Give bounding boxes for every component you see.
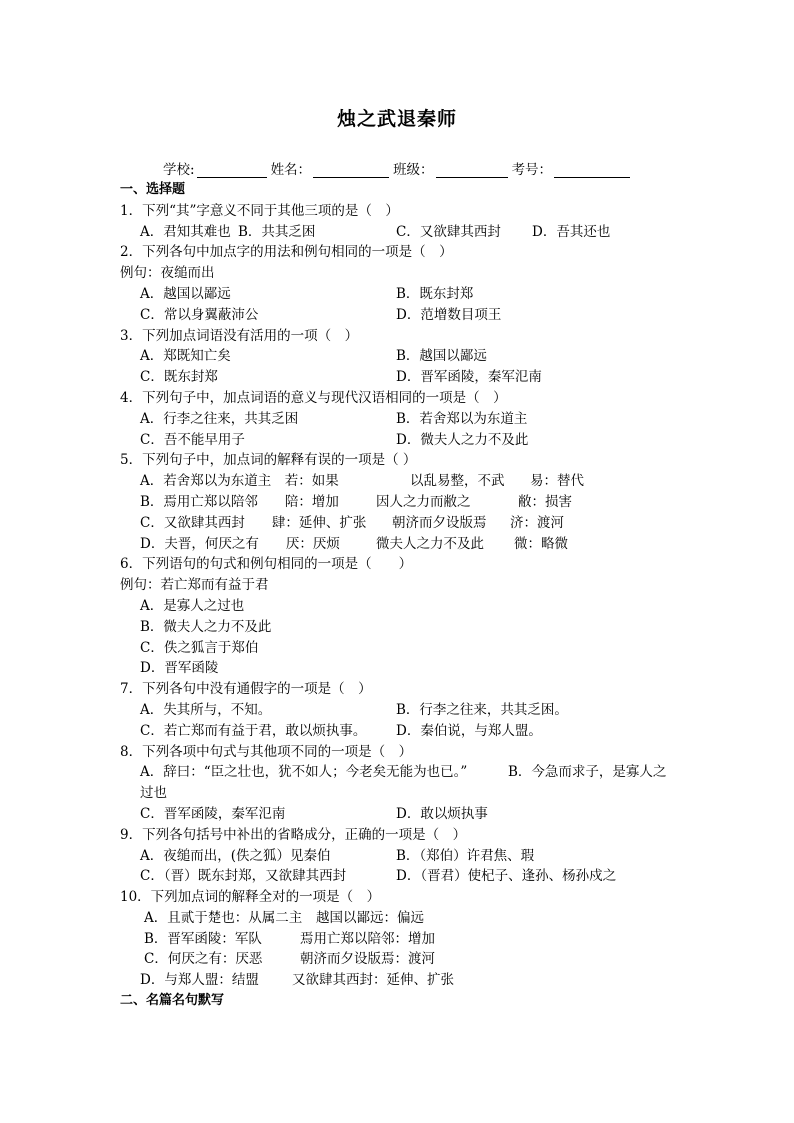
option-a: A．辞曰：“臣之壮也，犹不如人；今老矣无能为也已。” <box>140 764 468 781</box>
option-c-part1: C．又欲肆其西封 肆：延伸、扩张 <box>140 514 367 531</box>
example-sentence: 例句：夜缒而出 <box>120 265 215 282</box>
class-field[interactable] <box>436 163 508 178</box>
option-d: D．范增数目项王 <box>396 306 502 323</box>
option-d: D．吾其还也 <box>532 223 611 240</box>
option-d: D．微夫人之力不及此 <box>396 431 529 448</box>
question-options <box>120 471 695 492</box>
section-heading: 二、名篇名句默写 <box>120 993 225 1009</box>
option-b: B．越国以鄙远 <box>396 348 487 365</box>
question-options <box>120 762 695 783</box>
question-options <box>120 430 695 451</box>
question-options <box>120 804 695 825</box>
section-heading: 一、选择题 <box>120 182 186 197</box>
question-options <box>120 658 695 679</box>
option-b: B．（郑伯）许君焦、瑕 <box>396 847 535 864</box>
option-c-part3: 济：渡河 <box>510 514 564 531</box>
name-label: 姓名： <box>270 162 312 178</box>
question-stem: 3．下列加点词语没有活用的一项（ ） <box>120 327 359 344</box>
option-c: C．既东封郑 <box>140 369 218 386</box>
school-field[interactable] <box>197 163 267 178</box>
question-options <box>120 513 695 534</box>
question-options <box>120 346 695 367</box>
option-c: C．若亡郑而有益于君，敢以烦执事。 <box>140 722 367 739</box>
option-b-part2: 焉用亡郑以陪邻：增加 <box>300 930 435 947</box>
school-label: 学校: <box>163 162 195 178</box>
option-b: B．共其乏困 <box>238 223 316 240</box>
option-b-continued: 过也 <box>140 785 167 802</box>
option-a-part1: A．且贰于楚也：从属二主 <box>144 909 303 926</box>
question-stem: 1．下列“其”字意义不同于其他三项的是（ ） <box>120 202 399 219</box>
question-list <box>120 180 695 1012</box>
question-options <box>120 721 695 742</box>
question-options <box>120 409 695 430</box>
option-a: A．君知其难也 <box>140 223 231 240</box>
question-stem: 6．下列语句的句式和例句相同的一项是（ ） <box>120 556 413 573</box>
option-a-part3: 易：替代 <box>530 473 584 490</box>
option-b-part3: 敝：损害 <box>518 493 572 510</box>
question-stem: 2．下列各句中加点字的用法和例句相同的一项是（ ） <box>120 244 453 261</box>
option-c: C．晋军函陵，秦军氾南 <box>140 805 286 822</box>
question-options <box>120 284 695 305</box>
question-options <box>120 222 695 243</box>
option-b: B．微夫人之力不及此 <box>140 618 272 635</box>
question-stem: 4．下列句子中，加点词语的意义与现代汉语相同的一项是（ ） <box>120 389 507 406</box>
option-d: D．（晋君）使杞子、逢孙、杨孙戍之 <box>396 868 617 885</box>
option-a: A．是寡人之过也 <box>140 597 245 614</box>
option-d-part1: D．与郑人盟：结盟 <box>140 972 259 989</box>
question-options <box>120 929 695 950</box>
question-stem: 7．下列各句中没有通假字的一项是（ ） <box>120 681 372 698</box>
question-options <box>120 596 695 617</box>
question-options <box>120 367 695 388</box>
option-c: C．常以身翼蔽沛公 <box>140 306 259 323</box>
option-b-part1: B．晋军函陵：军队 <box>144 930 262 947</box>
option-c: C．佚之狐言于郑伯 <box>140 639 259 656</box>
option-d-part1: D．夫晋，何厌之有 厌：厌烦 <box>140 535 340 552</box>
option-a: A．行李之往来，共其乏困 <box>140 410 299 427</box>
option-c: C．吾不能早用子 <box>140 431 245 448</box>
option-b: B．今急而求子，是寡人之 <box>508 764 667 781</box>
question-options <box>120 846 695 867</box>
question-options <box>120 949 695 970</box>
option-c: C．又欲肆其西封 <box>396 223 501 240</box>
example-sentence: 例句：若亡郑而有益于君 <box>120 577 269 594</box>
option-a: A．郑既知亡矣 <box>140 348 231 365</box>
option-a-part2: 以乱易整，不武 <box>410 473 505 490</box>
question-stem: 5．下列句子中，加点词的解释有误的一项是（ ） <box>120 452 417 469</box>
question-stem: 10．下列加点词的解释全对的一项是（ ） <box>120 889 381 906</box>
option-d: D．晋军函陵 <box>140 660 219 677</box>
option-a: A．夜缒而出，(佚之狐）见秦伯 <box>140 847 331 864</box>
option-b: B．若舍郑以为东道主 <box>396 410 528 427</box>
option-c-part2: 朝济而夕设版焉：渡河 <box>300 951 435 968</box>
option-b: B．行李之往来，共其乏困。 <box>396 701 568 718</box>
option-a: A．失其所与，不知。 <box>140 701 272 718</box>
question-options <box>120 534 695 555</box>
question-options <box>120 617 695 638</box>
option-d-part2: 微夫人之力不及此 <box>376 535 484 552</box>
option-b: B．既东封郑 <box>396 285 474 302</box>
question-stem: 9．下列各句括号中补出的省略成分，正确的一项是（ ） <box>120 826 467 843</box>
option-b-part1: B．焉用亡郑以陪邻 陪：增加 <box>140 493 339 510</box>
option-d: D．敢以烦执事 <box>396 805 488 822</box>
option-d: D．秦伯说，与郑人盟。 <box>396 722 542 739</box>
class-label: 班级： <box>393 162 434 178</box>
question-options <box>120 908 695 929</box>
question-stem: 8．下列各项中句式与其他项不同的一项是（ ） <box>120 743 413 760</box>
option-a-part1: A．若舍郑以为东道主 若：如果 <box>140 473 339 490</box>
option-d-part3: 微：略微 <box>514 535 568 552</box>
option-c: C．（晋）既东封郑，又欲肆其西封 <box>140 868 347 885</box>
question-options <box>120 970 695 991</box>
option-a-part2: 越国以鄙远：偏远 <box>316 909 424 926</box>
name-field[interactable] <box>313 163 389 178</box>
option-c-part2: 朝济而夕设版焉 <box>392 514 487 531</box>
exam-no-label: 考号： <box>511 162 553 178</box>
question-options <box>120 638 695 659</box>
question-options <box>120 700 695 721</box>
question-options <box>120 305 695 326</box>
option-d-part2: 又欲肆其西封：延伸、扩张 <box>292 972 454 989</box>
option-b-part2: 因人之力而敝之 <box>376 493 471 510</box>
student-info-line <box>163 158 634 178</box>
option-a: A．越国以鄙远 <box>140 285 231 302</box>
option-c-part1: C．何厌之有：厌恶 <box>144 951 263 968</box>
page-title: 烛之武退秦师 <box>336 108 457 130</box>
exam-no-field[interactable] <box>554 163 630 178</box>
question-options <box>120 492 695 513</box>
option-d: D．晋军函陵，秦军氾南 <box>396 369 542 386</box>
question-options <box>120 866 695 887</box>
